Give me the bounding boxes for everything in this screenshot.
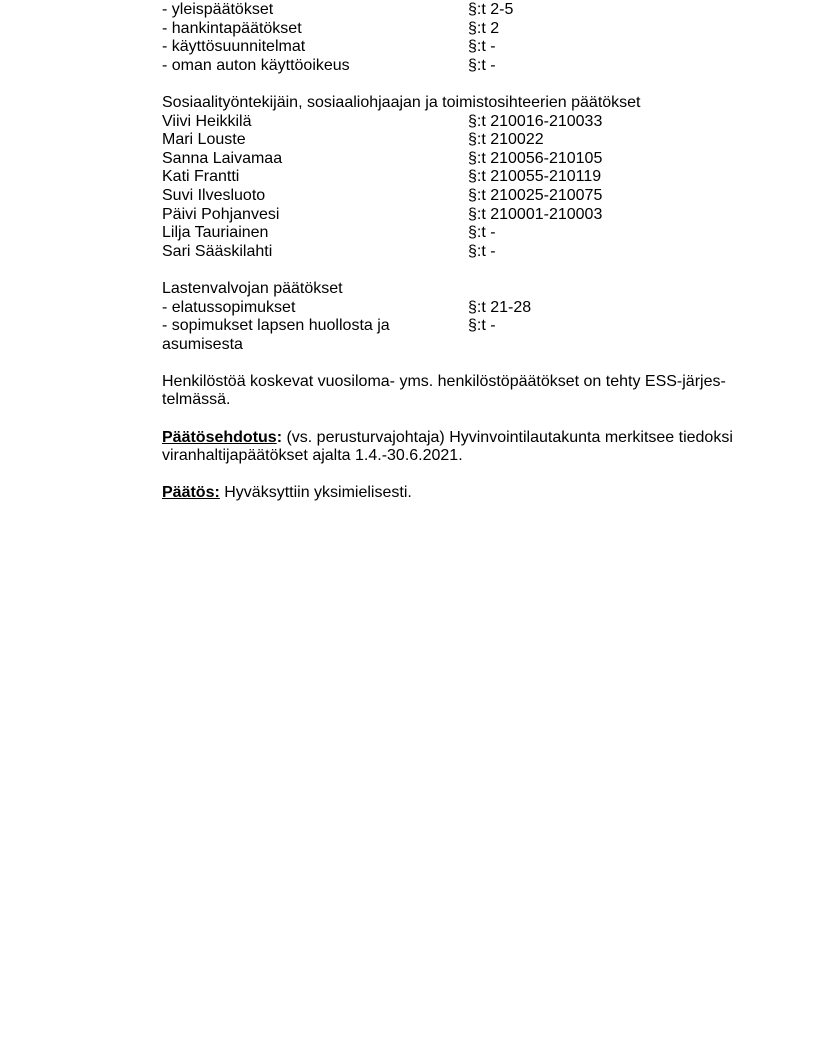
kv-row: [162, 224, 748, 243]
row-section-numbers: §:t -: [468, 38, 496, 56]
general-decisions-list: [162, 1, 748, 75]
decision-proposal-line2: viranhaltijapäätökset ajalta 1.4.-30.6.2021.: [162, 447, 463, 465]
row-label: - elatussopimukset: [162, 298, 296, 316]
kv-row: [162, 150, 748, 169]
kv-row: [162, 317, 748, 354]
decision-proposal-colon: :: [276, 428, 283, 446]
row-label-line1: - sopimukset lapsen huollosta ja: [162, 317, 390, 335]
decision-line: [162, 484, 748, 503]
row-section-numbers: §:t -: [468, 56, 496, 74]
row-section-numbers: §:t 2-5: [468, 1, 514, 18]
document-content: [162, 1, 748, 503]
section-heading: Sosiaalityöntekijäin, sosiaaliohjaajan ja toimistosihteerien päätökset: [162, 93, 641, 111]
row-section-numbers: §:t 210016-210033: [468, 112, 603, 130]
row-section-numbers: §:t 210055-210119: [468, 168, 602, 186]
spacer: [162, 261, 748, 280]
row-section-numbers: §:t 210001-210003: [468, 205, 603, 223]
kv-row: [162, 131, 748, 150]
row-section-numbers: §:t -: [468, 317, 496, 335]
person-name: Kati Frantti: [162, 168, 240, 186]
kv-row: [162, 38, 748, 57]
decision-text: Hyväksyttiin yksimielisesti.: [219, 484, 412, 502]
person-name: Päivi Pohjanvesi: [162, 205, 280, 223]
person-name: Lilja Tauriainen: [162, 224, 269, 242]
kv-row: [162, 243, 748, 262]
row-section-numbers: §:t -: [468, 224, 496, 242]
person-name: Sari Sääskilahti: [162, 242, 273, 260]
spacer: [162, 410, 748, 429]
spacer: [162, 354, 748, 373]
kv-row: [162, 187, 748, 206]
kv-row: [162, 113, 748, 132]
row-label: - hankintapäätökset: [162, 19, 302, 37]
spacer: [162, 75, 748, 94]
kv-row: [162, 1, 748, 20]
decision-proposal-label: Päätösehdotus: [162, 428, 277, 446]
row-section-numbers: §:t -: [468, 242, 496, 260]
decision-proposal: [162, 429, 748, 466]
row-section-numbers: §:t 21-28: [468, 298, 532, 316]
section-heading: Lastenvalvojan päätökset: [162, 279, 343, 297]
person-name: Mari Louste: [162, 131, 246, 149]
row-section-numbers: §:t 210025-210075: [468, 186, 603, 204]
kv-row: [162, 168, 748, 187]
decision-proposal-line1: [162, 429, 748, 448]
spacer: [162, 466, 748, 485]
kv-row: [162, 57, 748, 76]
row-label: - oman auton käyttöoikeus: [162, 56, 350, 74]
row-section-numbers: §:t 210022: [468, 131, 544, 149]
personnel-note-line2: telmässä.: [162, 391, 231, 409]
person-name: Suvi Ilvesluoto: [162, 186, 266, 204]
row-label: - yleispäätökset: [162, 1, 274, 18]
decision-label: Päätös:: [162, 484, 220, 502]
personnel-note-line1: Henkilöstöä koskevat vuosiloma- yms. henkilöstöpäätökset on tehty ESS-järjes-: [162, 372, 726, 390]
kv-row: [162, 299, 748, 318]
row-section-numbers: §:t 210056-210105: [468, 149, 603, 167]
row-section-numbers: §:t 2: [468, 19, 500, 37]
decision-proposal-text: (vs. perusturvajohtaja) Hyvinvointilautakunta merkitsee tiedoksi: [282, 428, 733, 446]
row-label: - käyttösuunnitelmat: [162, 38, 306, 56]
kv-row: [162, 20, 748, 39]
social-worker-decisions: [162, 94, 748, 261]
personnel-note: [162, 373, 748, 410]
person-name: Sanna Laivamaa: [162, 149, 283, 167]
kv-row: [162, 206, 748, 225]
row-label: [162, 317, 468, 354]
child-welfare-decisions: [162, 280, 748, 354]
row-label-line2: asumisesta: [162, 335, 243, 353]
person-name: Viivi Heikkilä: [162, 112, 252, 130]
